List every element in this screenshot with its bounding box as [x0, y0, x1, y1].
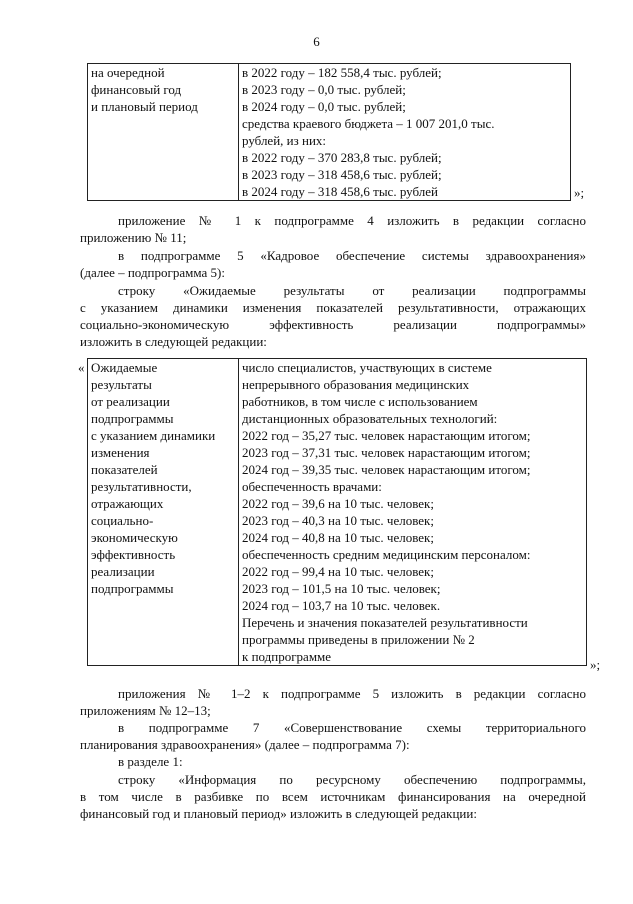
text-line: в разделе 1:	[118, 754, 183, 769]
paragraph	[80, 719, 586, 753]
text-line: обеспеченность врачами:	[242, 479, 382, 494]
text-line: социально-экономическую эффективность реализации подпрограммы»	[80, 317, 586, 332]
paragraph	[80, 685, 586, 719]
text-line: рублей, из них:	[242, 133, 327, 148]
text-line: финансовый год	[91, 82, 182, 97]
text-line: показателей	[91, 462, 158, 477]
text-line: в 2023 году – 0,0 тыс. рублей;	[242, 82, 406, 97]
text-line: в том числе в разбивке по всем источникам финансирования на очередной	[80, 789, 586, 804]
text-line: к подпрограмме	[242, 649, 332, 664]
text-line: в 2023 году – 318 458,6 тыс. рублей;	[242, 167, 442, 182]
results-table	[87, 358, 587, 666]
results-table-label-cell	[88, 359, 239, 666]
text-line: экономическую	[91, 530, 178, 545]
text-line: Ожидаемые	[91, 360, 158, 375]
text-line: 2023 год – 40,3 на 10 тыс. человек;	[242, 513, 434, 528]
paragraph	[80, 753, 586, 770]
paragraph	[80, 212, 586, 246]
page-number: 6	[313, 34, 320, 49]
text-line: приложениям № 12–13;	[80, 703, 211, 718]
text-line: 2022 год – 99,4 на 10 тыс. человек;	[242, 564, 434, 579]
paragraph	[80, 771, 586, 822]
text-line: в 2024 году – 0,0 тыс. рублей;	[242, 99, 406, 114]
text-line: непрерывного образования медицинских	[242, 377, 470, 392]
text-line: с указанием динамики изменения показателей результативности, отражающих	[80, 300, 586, 315]
text-line: отражающих	[91, 496, 164, 511]
text-line: в подпрограмме 7 «Совершенствование схемы территориального	[118, 720, 586, 735]
text-line: в 2022 году – 182 558,4 тыс. рублей;	[242, 65, 442, 80]
text-line: дистанционных образовательных технологий:	[242, 411, 498, 426]
text-line: приложение № 1 к подпрограмме 4 изложить в редакции согласно	[118, 213, 586, 228]
text-line: 2022 год – 39,6 на 10 тыс. человек;	[242, 496, 434, 511]
text-line: реализации	[91, 564, 155, 579]
text-line: 2023 год – 37,31 тыс. человек нарастающим итогом;	[242, 445, 531, 460]
text-line: 2023 год – 101,5 на 10 тыс. человек;	[242, 581, 441, 596]
funding-table	[87, 63, 571, 201]
text-line: подпрограммы	[91, 581, 174, 596]
text-line: строку «Информация по ресурсному обеспечению подпрограммы,	[118, 772, 586, 787]
text-line: изменения	[91, 445, 150, 460]
text-line: приложения № 1–2 к подпрограмме 5 изложить в редакции согласно	[118, 686, 586, 701]
text-line: с указанием динамики	[91, 428, 216, 443]
text-line: Перечень и значения показателей результативности	[242, 615, 528, 630]
text-line: в подпрограмме 5 «Кадровое обеспечение системы здравоохранения»	[118, 248, 586, 263]
text-line: строку «Ожидаемые результаты от реализации подпрограммы	[118, 283, 586, 298]
text-line: 2022 год – 35,27 тыс. человек нарастающим итогом;	[242, 428, 531, 443]
text-line: число специалистов, участвующих в системе	[242, 360, 492, 375]
text-line: результативности,	[91, 479, 192, 494]
text-line: 2024 год – 39,35 тыс. человек нарастающим итогом;	[242, 462, 531, 477]
text-line: приложению № 11;	[80, 230, 187, 245]
text-line: финансовый год и плановый период» изложить в следующей редакции:	[80, 806, 477, 821]
text-line: от реализации	[91, 394, 170, 409]
text-line: работников, в том числе с использованием	[242, 394, 478, 409]
text-line: подпрограммы	[91, 411, 174, 426]
text-line: в 2024 году – 318 458,6 тыс. рублей	[242, 184, 438, 199]
text-line: планирования здравоохранения» (далее – подпрограмма 7):	[80, 737, 410, 752]
text-line: (далее – подпрограмма 5):	[80, 265, 225, 280]
opening-quote: «	[78, 360, 85, 375]
text-line: результаты	[91, 377, 152, 392]
paragraph	[80, 247, 586, 281]
closing-quote: »;	[590, 657, 601, 672]
text-line: изложить в следующей редакции:	[80, 334, 267, 349]
results-table-value-cell	[239, 359, 587, 666]
paragraph	[80, 282, 586, 350]
closing-quote: »;	[574, 185, 585, 200]
funding-table-value-cell	[239, 64, 571, 201]
text-line: 2024 год – 103,7 на 10 тыс. человек.	[242, 598, 441, 613]
text-line: на очередной	[91, 65, 165, 80]
text-line: программы приведены в приложении № 2	[242, 632, 475, 647]
funding-table-label-cell	[88, 64, 239, 201]
text-line: обеспеченность средним медицинским персоналом:	[242, 547, 531, 562]
text-line: средства краевого бюджета – 1 007 201,0 тыс.	[242, 116, 495, 131]
text-line: в 2022 году – 370 283,8 тыс. рублей;	[242, 150, 442, 165]
text-line: 2024 год – 40,8 на 10 тыс. человек;	[242, 530, 434, 545]
text-line: эффективность	[91, 547, 176, 562]
text-line: социально-	[91, 513, 154, 528]
text-line: и плановый период	[91, 99, 198, 114]
